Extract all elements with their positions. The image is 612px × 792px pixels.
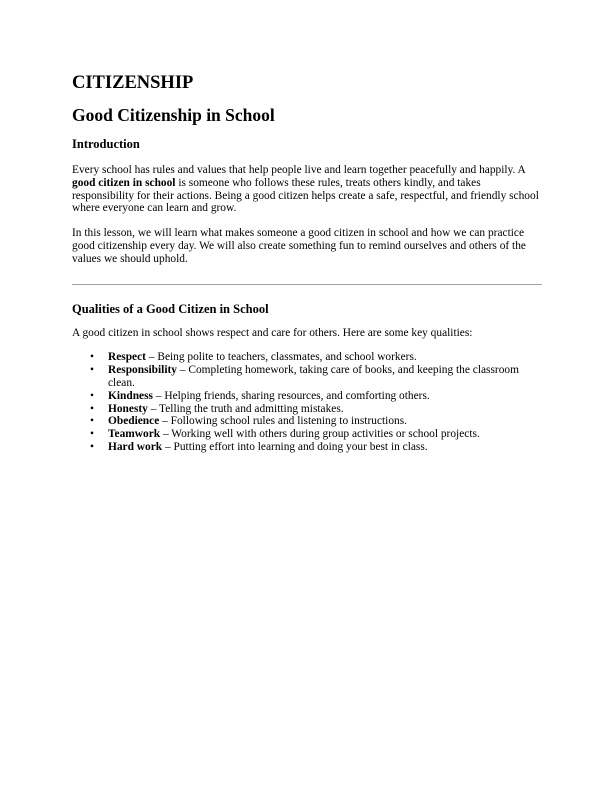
list-item <box>72 428 542 441</box>
introduction-heading: Introduction <box>72 137 140 151</box>
document-subtitle: Good Citizenship in School <box>72 105 275 125</box>
introduction-paragraph-2: In this lesson, we will learn what makes someone a good citizen in school and how we can practice good citizenship every day. We will also create something fun to remind ourselves and others of the values we should uphold. <box>72 227 526 265</box>
document-title: CITIZENSHIP <box>72 73 194 93</box>
quality-term: Responsibility <box>108 364 177 377</box>
list-item <box>72 415 542 428</box>
bullet-icon: • <box>90 351 94 364</box>
paragraph-text: is someone who follows these rules, treats others kindly, and takes responsibility for their actions. Being a good citizen helps create a safe, respectful, and friendly school where everyone can learn and grow. <box>72 176 539 215</box>
qualities-list <box>72 351 542 453</box>
list-item <box>72 403 542 416</box>
bullet-icon: • <box>90 389 94 402</box>
bullet-icon: • <box>90 364 94 377</box>
list-item <box>72 364 542 390</box>
quality-term: Obedience <box>108 415 160 428</box>
quality-term: Honesty <box>108 402 148 415</box>
quality-description: – Helping friends, sharing resources, and comforting others. <box>152 389 430 402</box>
document-page <box>72 72 542 454</box>
list-item <box>72 390 542 403</box>
quality-term: Teamwork <box>108 428 161 441</box>
qualities-heading: Qualities of a Good Citizen in School <box>72 301 269 316</box>
qualities-intro: A good citizen in school shows respect and care for others. Here are some key qualities: <box>72 326 473 339</box>
quality-description: – Completing homework, taking care of books, and keeping the classroom clean. <box>108 364 519 389</box>
paragraph-text: Every school has rules and values that help people live and learn together peacefully and happily. A <box>72 164 526 176</box>
quality-term: Kindness <box>108 389 153 402</box>
introduction-paragraph-1 <box>72 164 542 215</box>
bullet-icon: • <box>90 402 94 415</box>
quality-term: Respect <box>108 351 146 364</box>
quality-description: – Being polite to teachers, classmates, and school workers. <box>145 351 417 364</box>
bold-phrase: good citizen in school <box>72 176 176 189</box>
bullet-icon: • <box>90 428 94 441</box>
quality-description: – Putting effort into learning and doing your best in class. <box>162 440 428 453</box>
quality-description: – Telling the truth and admitting mistakes. <box>147 402 344 415</box>
bullet-icon: • <box>90 440 94 453</box>
quality-description: – Working well with others during group activities or school projects. <box>160 428 480 441</box>
bullet-icon: • <box>90 415 94 428</box>
section-divider <box>72 284 542 285</box>
list-item <box>72 441 542 454</box>
quality-description: – Following school rules and listening to instructions. <box>159 415 408 428</box>
quality-term: Hard work <box>108 440 163 453</box>
list-item <box>72 351 542 364</box>
